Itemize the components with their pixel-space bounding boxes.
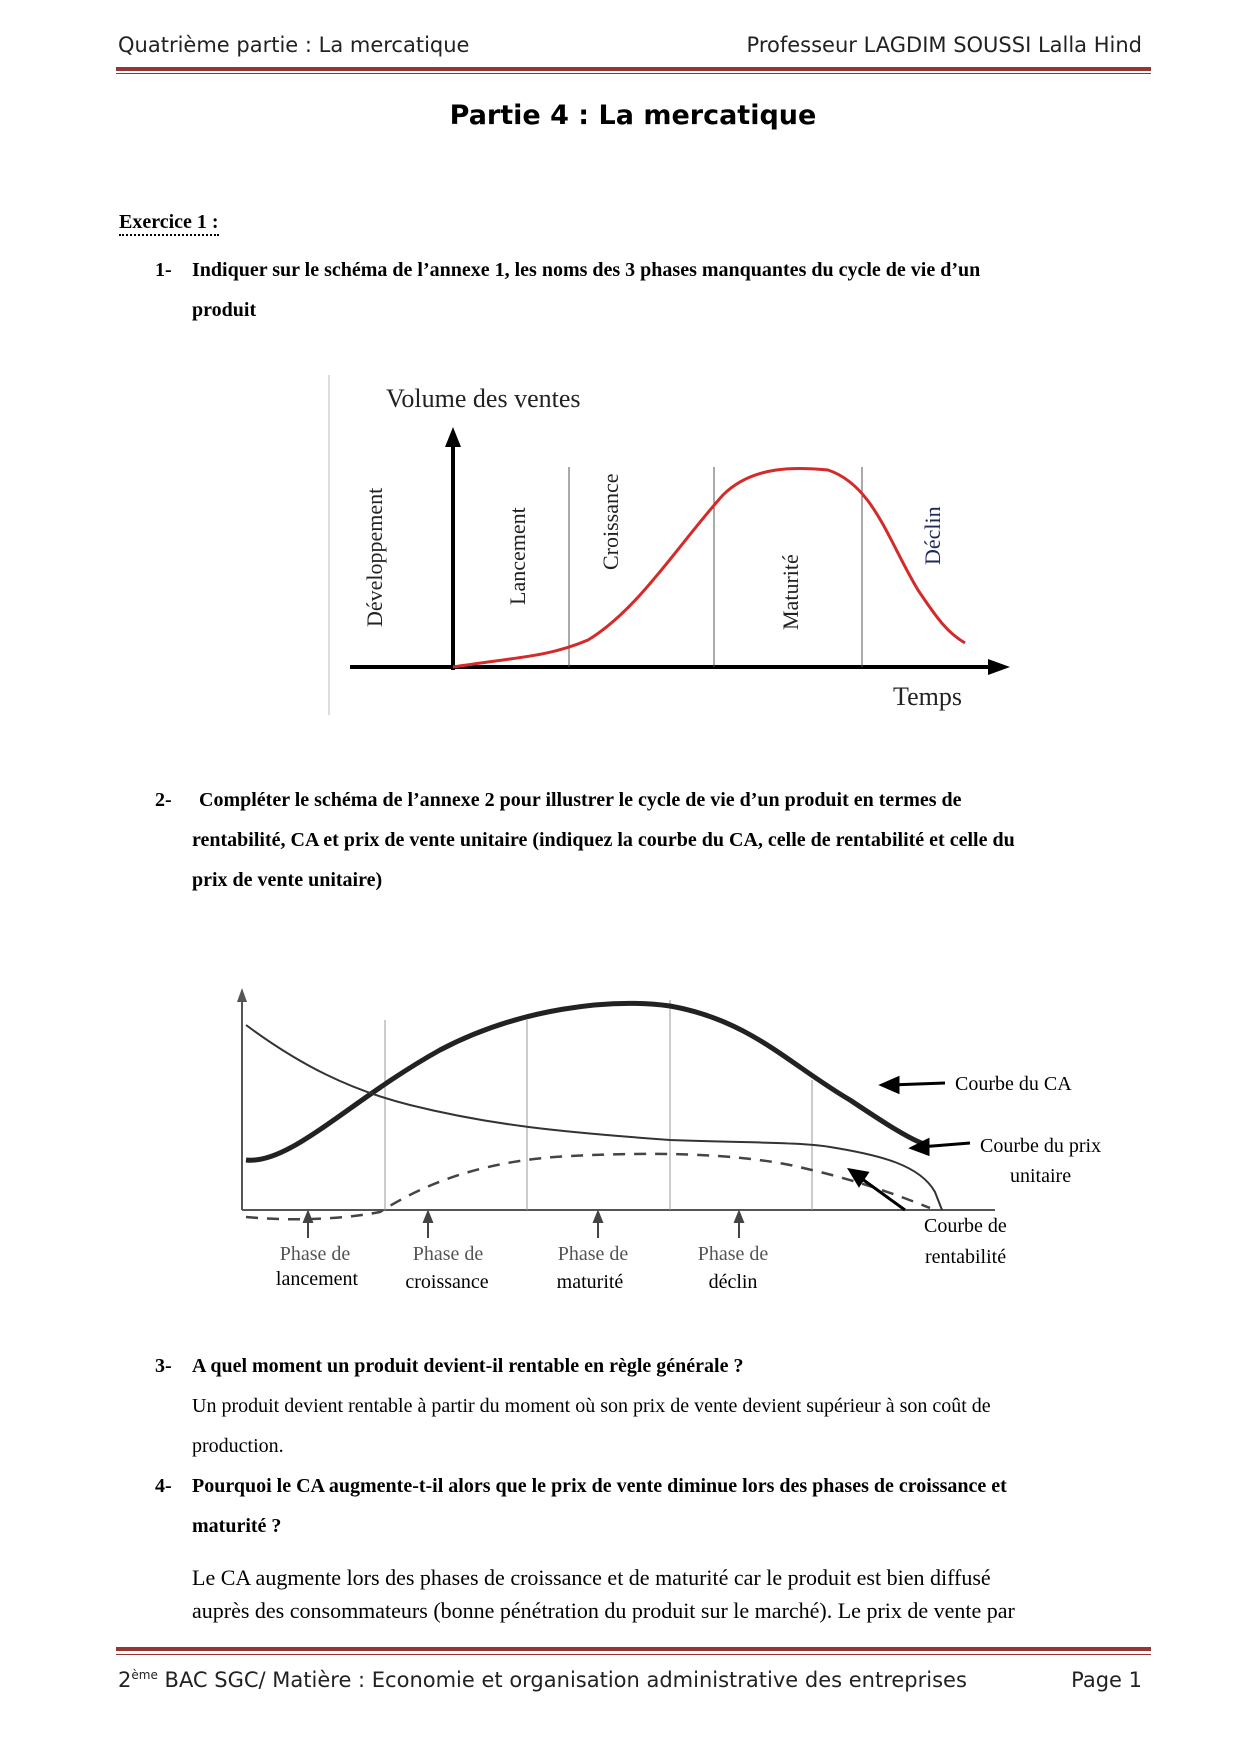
phase-lancement: Lancement [505, 507, 530, 605]
x-axis-label: Temps [893, 682, 962, 711]
question-2-number: 2- [155, 789, 172, 811]
pointer-rent-head-icon [850, 1170, 867, 1185]
phase-maturite: Maturité [778, 554, 803, 630]
question-4-line-1: Pourquoi le CA augmente-t-il alors que le prix de vente diminue lors des phases de croissance et [192, 1475, 1007, 1497]
phase-developpement: Développement [362, 487, 387, 627]
question-3-text: A quel moment un produit devient-il rentable en règle générale ? [192, 1355, 744, 1377]
footer-text: 2ème BAC SGC/ Matière : Economie et organisation administrative des entreprises [118, 1668, 967, 1692]
page-number: Page 1 [1071, 1668, 1142, 1692]
phase-3-line-1: Phase de [557, 1243, 629, 1265]
question-2-line-3: prix de vente unitaire) [192, 869, 383, 891]
label-courbe-prix-1: Courbe du prix [980, 1135, 1102, 1157]
annex-2-life-cycle-chart [230, 980, 1130, 1290]
pointer-rent-icon [858, 1176, 905, 1210]
question-1-number: 1- [155, 259, 172, 281]
answer-4-line-1: Le CA augmente lors des phases de croissance et de maturité car le produit est bien diffusé [192, 1565, 991, 1590]
annex-1-life-cycle-chart [328, 375, 1018, 715]
arrow-head-3-icon [594, 1212, 602, 1222]
question-2-line-2: rentabilité, CA et prix de vente unitaire (indiquez la courbe du CA, celle de rentabilité et celle du [192, 829, 1015, 851]
label-courbe-rent-1: Courbe de [924, 1215, 1007, 1237]
phase-3-line-2: maturité [556, 1271, 624, 1290]
question-1-text: Indiquer sur le schéma de l’annexe 1, les noms des 3 phases manquantes du cycle de vie d’un produit [192, 259, 981, 321]
phase-4-line-1: Phase de [697, 1243, 769, 1265]
label-courbe-rent-2: rentabilité [925, 1246, 1007, 1268]
footer-rule-thin [116, 1654, 1151, 1655]
answer-3-line-1: Un produit devient rentable à partir du moment où son prix de vente devient supérieur à son coût de [192, 1395, 991, 1417]
phase-1-line-2: lancement [275, 1268, 359, 1290]
header-right: Professeur LAGDIM SOUSSI Lalla Hind [746, 33, 1142, 57]
header-left: Quatrième partie : La mercatique [118, 33, 470, 57]
page-title: Partie 4 : La mercatique [449, 100, 817, 131]
question-4-number: 4- [155, 1475, 172, 1497]
phase-4-line-2: déclin [708, 1271, 758, 1290]
label-courbe-prix-2: unitaire [1010, 1165, 1072, 1187]
label-courbe-ca: Courbe du CA [955, 1073, 1072, 1095]
answer-4-line-2: auprès des consommateurs (bonne pénétration du produit sur le marché). Le prix de vente par [192, 1598, 1015, 1623]
phase-declin: Déclin [920, 506, 945, 565]
phase-1-line-1: Phase de [279, 1243, 351, 1265]
exercise-label: Exercice 1 : [119, 210, 219, 236]
question-2-line-1: Compléter le schéma de l’annexe 2 pour illustrer le cycle de vie d’un produit en termes de [199, 789, 962, 811]
question-4-line-2: maturité ? [192, 1515, 282, 1537]
pointer-ca-head-icon [882, 1078, 898, 1092]
y-axis-label: Volume des ventes [386, 384, 581, 413]
question-3-number: 3- [155, 1355, 172, 1377]
y-axis-arrow-icon [237, 988, 247, 1002]
footer-rule [116, 1647, 1151, 1651]
arrow-head-4-icon [735, 1212, 743, 1222]
phase-2-line-1: Phase de [412, 1243, 484, 1265]
arrow-head-1-icon [304, 1212, 312, 1222]
price-curve [246, 1025, 942, 1210]
ca-curve [246, 1003, 927, 1160]
header-rule [116, 67, 1151, 71]
phase-2-line-2: croissance [405, 1271, 489, 1290]
header-rule-thin [116, 73, 1151, 74]
answer-3-line-2: production. [192, 1435, 284, 1457]
phase-croissance: Croissance [598, 473, 623, 570]
arrow-head-2-icon [424, 1212, 432, 1222]
